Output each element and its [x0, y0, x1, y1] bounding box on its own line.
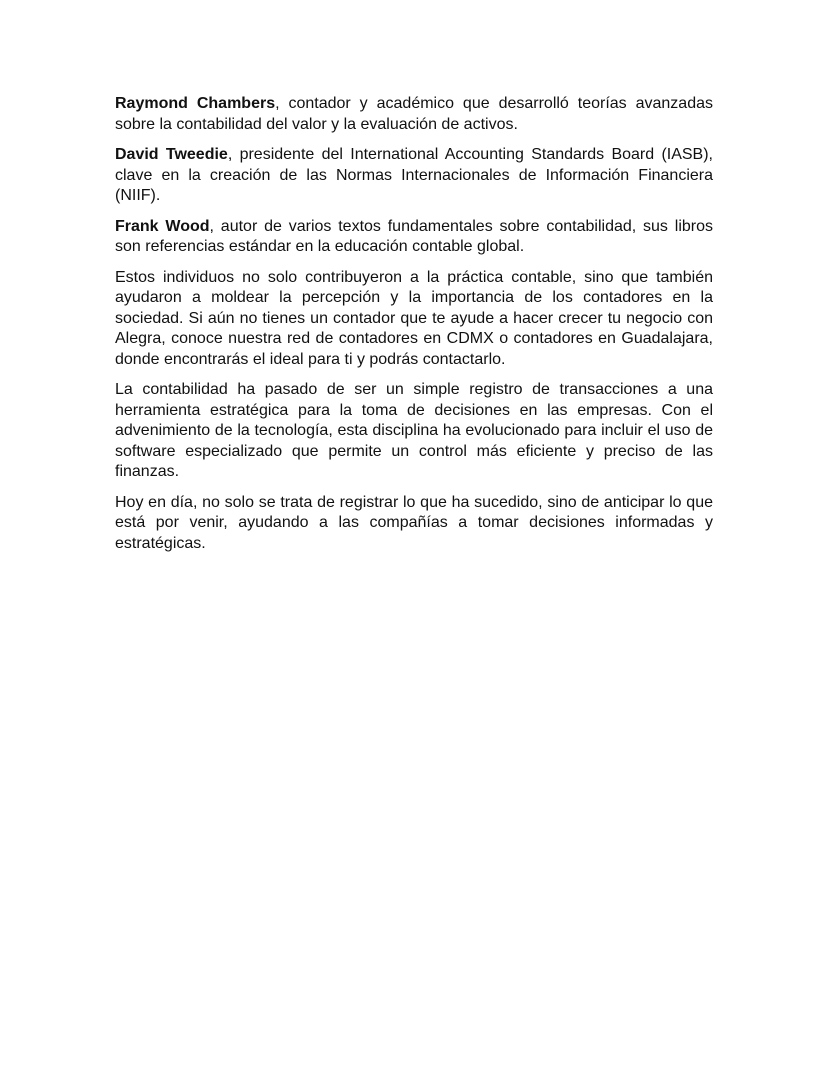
body-paragraph-evolucion: La contabilidad ha pasado de ser un simple registro de transacciones a una herramienta estratégica para la toma de decisiones en las empresas. Con el advenimiento de la tecnología, esta disciplina ha evolucionado para incluir el uso de software especializado que permite un control más eficiente y preciso de las finanzas. [115, 381, 713, 480]
profile-paragraph-chambers [115, 94, 713, 135]
body-paragraph-futuro: Hoy en día, no solo se trata de registrar lo que ha sucedido, sino de anticipar lo que está por venir, ayudando a las compañías a tomar decisiones informadas y estratégicas. [115, 493, 713, 552]
document-page [115, 94, 713, 564]
profile-name: Frank Wood [115, 217, 210, 235]
profile-text: , presidente del International Accounting Standards Board (IASB), clave en la creación de las Normas Internacionales de Información Financiera (NIIF). [115, 146, 714, 204]
profile-paragraph-wood [115, 217, 713, 258]
profile-text: , contador y académico que desarrolló teorías avanzadas sobre la contabilidad del valor y la evaluación de activos. [115, 95, 713, 133]
profile-name: David Tweedie [115, 146, 228, 163]
profile-text: , autor de varios textos fundamentales sobre contabilidad, sus libros son referencias estándar en la educación contable global. [115, 217, 713, 255]
profile-name: Raymond Chambers [115, 95, 276, 112]
profile-paragraph-tweedie [115, 145, 713, 207]
body-paragraph-contadores: Estos individuos no solo contribuyeron a la práctica contable, sino que también ayudaron a moldear la percepción y la importancia de los contadores en la sociedad. Si aún no tienes un contador que te ayude a hacer crecer tu negocio con Alegra, conoce nuestra red de contadores en CDMX o contadores en Guadalajara, donde encontrarás el ideal para ti y podrás contactarlo. [115, 268, 713, 368]
